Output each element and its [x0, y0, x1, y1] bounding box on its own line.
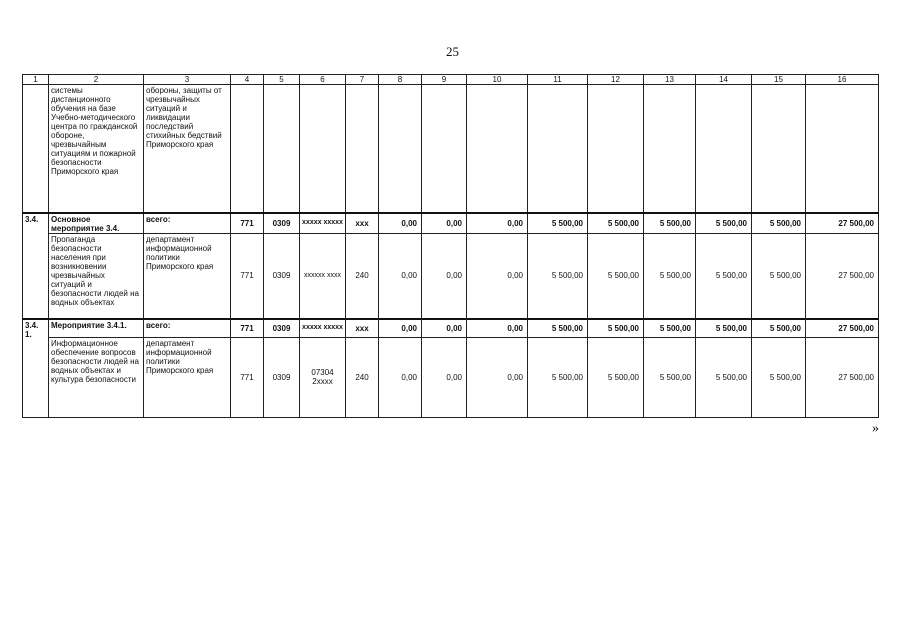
target-code-cell: хххххх хххх	[300, 233, 346, 319]
amount-cell: 5 500,00	[752, 337, 806, 417]
ministry-code-cell: 771	[231, 337, 264, 417]
column-number: 16	[806, 75, 879, 85]
section-code-cell: 0309	[264, 213, 300, 234]
table-cell	[379, 85, 422, 213]
amount-cell: 5 500,00	[696, 213, 752, 234]
amount-cell: 0,00	[379, 337, 422, 417]
amount-cell: 5 500,00	[644, 319, 696, 337]
table-row	[23, 319, 879, 337]
target-code-cell: ххххх ххххх	[300, 319, 346, 337]
amount-cell: 0,00	[422, 337, 467, 417]
table-cell	[588, 85, 644, 213]
amount-cell: 5 500,00	[696, 319, 752, 337]
amount-cell: 0,00	[422, 233, 467, 319]
item-name-cell: Информационное обеспечение вопросов безопасности людей на водных объектах и культура безопасности	[49, 337, 144, 417]
column-number: 2	[49, 75, 144, 85]
amount-cell: 5 500,00	[644, 213, 696, 234]
amount-cell: 0,00	[422, 213, 467, 234]
column-number-row	[23, 75, 879, 85]
total-cell: 27 500,00	[806, 213, 879, 234]
amount-cell: 5 500,00	[528, 233, 588, 319]
amount-cell: 5 500,00	[528, 319, 588, 337]
amount-cell: 5 500,00	[588, 319, 644, 337]
column-number: 13	[644, 75, 696, 85]
executor-cell: департамент информационной политики Приморского края	[144, 337, 231, 417]
amount-cell: 0,00	[379, 233, 422, 319]
executor-cell: всего:	[144, 213, 231, 234]
item-number-cell: 3.4. 1.	[23, 319, 49, 417]
item-name-cell: Основное мероприятие 3.4.	[49, 213, 144, 234]
amount-cell: 0,00	[467, 319, 528, 337]
table-cell	[696, 85, 752, 213]
table-cell	[300, 85, 346, 213]
column-number: 4	[231, 75, 264, 85]
item-number-cell: 3.4.	[23, 213, 49, 320]
table-cell	[264, 85, 300, 213]
expense-type-cell: 240	[346, 337, 379, 417]
table-cell	[806, 85, 879, 213]
amount-cell: 0,00	[467, 233, 528, 319]
column-number: 6	[300, 75, 346, 85]
amount-cell: 5 500,00	[696, 233, 752, 319]
table-cell	[422, 85, 467, 213]
budget-table	[22, 74, 879, 418]
amount-cell: 0,00	[379, 319, 422, 337]
table-cell	[752, 85, 806, 213]
total-cell: 27 500,00	[806, 319, 879, 337]
amount-cell: 5 500,00	[528, 213, 588, 234]
item-name-cell: Мероприятие 3.4.1.	[49, 319, 144, 337]
amount-cell: 5 500,00	[752, 319, 806, 337]
table-cell	[528, 85, 588, 213]
column-number: 8	[379, 75, 422, 85]
section-code-cell: 0309	[264, 337, 300, 417]
column-number: 11	[528, 75, 588, 85]
amount-cell: 5 500,00	[588, 233, 644, 319]
column-number: 3	[144, 75, 231, 85]
amount-cell: 0,00	[422, 319, 467, 337]
column-number: 10	[467, 75, 528, 85]
executor-cell: обороны, защиты от чрезвычайных ситуаций и ликвидации последствий стихийных бедствий Приморского края	[144, 85, 231, 213]
table-row	[23, 233, 879, 319]
amount-cell: 0,00	[467, 213, 528, 234]
amount-cell: 5 500,00	[588, 213, 644, 234]
section-code-cell: 0309	[264, 233, 300, 319]
amount-cell: 5 500,00	[696, 337, 752, 417]
table-cell	[467, 85, 528, 213]
expense-type-cell: 240	[346, 233, 379, 319]
ministry-code-cell: 771	[231, 319, 264, 337]
target-code-cell: ххххх ххххх	[300, 213, 346, 234]
executor-cell: департамент информационной политики Приморского края	[144, 233, 231, 319]
total-cell: 27 500,00	[806, 337, 879, 417]
column-number: 15	[752, 75, 806, 85]
column-number: 7	[346, 75, 379, 85]
total-cell: 27 500,00	[806, 233, 879, 319]
target-code-cell: 07304 2хххх	[300, 337, 346, 417]
column-number: 5	[264, 75, 300, 85]
amount-cell: 0,00	[467, 337, 528, 417]
ministry-code-cell: 771	[231, 233, 264, 319]
table-cell	[644, 85, 696, 213]
amount-cell: 5 500,00	[752, 213, 806, 234]
table-row	[23, 85, 879, 213]
table-row	[23, 337, 879, 417]
amount-cell: 0,00	[379, 213, 422, 234]
amount-cell: 5 500,00	[644, 337, 696, 417]
ministry-code-cell: 771	[231, 213, 264, 234]
table-cell	[346, 85, 379, 213]
amount-cell: 5 500,00	[588, 337, 644, 417]
amount-cell: 5 500,00	[752, 233, 806, 319]
amount-cell: 5 500,00	[528, 337, 588, 417]
executor-cell: всего:	[144, 319, 231, 337]
amount-cell: 5 500,00	[644, 233, 696, 319]
expense-type-cell: ххх	[346, 213, 379, 234]
item-name-cell: системы дистанционного обучения на базе Учебно-методического центра по гражданской обороне, чрезвычайным ситуациям и пожарной безопасности Приморского края	[49, 85, 144, 213]
expense-type-cell: ххх	[346, 319, 379, 337]
column-number: 9	[422, 75, 467, 85]
item-number-cell	[23, 85, 49, 213]
closing-quote: »	[872, 421, 879, 436]
column-number: 14	[696, 75, 752, 85]
table-row	[23, 213, 879, 234]
column-number: 12	[588, 75, 644, 85]
column-number: 1	[23, 75, 49, 85]
item-name-cell: Пропаганда безопасности населения при возникновении чрезвычайных ситуаций и безопасности людей на водных объектах	[49, 233, 144, 319]
page-number: 25	[446, 44, 459, 59]
section-code-cell: 0309	[264, 319, 300, 337]
table-cell	[231, 85, 264, 213]
